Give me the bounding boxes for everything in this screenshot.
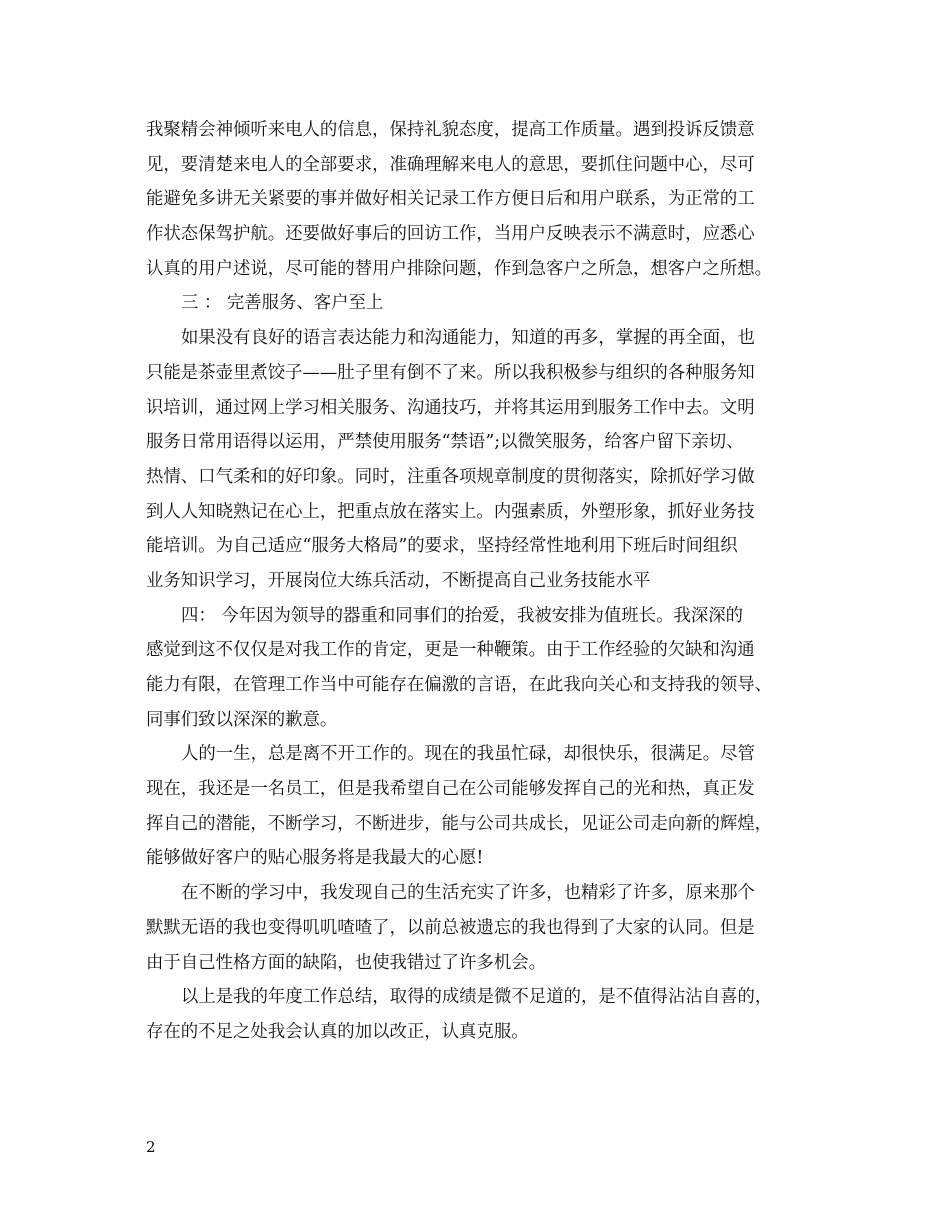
- text-line: 服务日常用语得以运用，严禁使用服务“禁语”;以微笑服务，给客户留下亲切、: [146, 432, 744, 453]
- text-line: 默默无语的我也变得叽叽喳喳了，以前总被遗忘的我也得到了大家的认同。但是: [146, 917, 755, 938]
- text-line: 识培训，通过网上学习相关服务、沟通技巧，并将其运用到服务工作中去。文明: [146, 397, 755, 418]
- text-line: 挥自己的潜能，不断学习，不断进步，能与公司共成长，见证公司走向新的辉煌，: [146, 813, 773, 834]
- text-line: 三 ： 完善服务、客户至上: [181, 293, 384, 314]
- text-line: 如果没有良好的语言表达能力和沟通能力，知道的再多，掌握的再全面，也: [181, 328, 755, 349]
- page-number: 2: [146, 1138, 156, 1156]
- text-line: 见，要清楚来电人的全部要求，准确理解来电人的意思，要抓住问题中心，尽可: [146, 154, 755, 175]
- text-line: 业务知识学习，开展岗位大练兵活动，不断提高自己业务技能水平: [146, 570, 651, 591]
- text-line: 热情、口气柔和的好印象。同时，注重各项规章制度的贯彻落实，除抓好学习做: [146, 466, 755, 487]
- text-line: 四： 今年因为领导的器重和同事们的抬爱，我被安排为值班长。我深深的: [181, 605, 744, 626]
- text-line: 能够做好客户的贴心服务将是我最大的心愿!: [146, 848, 484, 869]
- text-line: 只能是茶壶里煮饺子——肚子里有倒不了来。所以我积极参与组织的各种服务知: [146, 362, 755, 383]
- text-line: 我聚精会神倾听来电人的信息，保持礼貌态度，提高工作质量。遇到投诉反馈意: [146, 120, 755, 140]
- text-line: 到人人知晓熟记在心上，把重点放在落实上。内强素质，外塑形象，抓好业务技: [146, 501, 755, 522]
- text-line: 人的一生，总是离不开工作的。现在的我虽忙碌，却很快乐，很满足。尽管: [181, 744, 755, 765]
- document-body: [146, 113, 816, 1050]
- text-line: 认真的用户述说，尽可能的替用户排除问题，作到急客户之所急，想客户之所想。: [146, 258, 773, 279]
- text-line: 以上是我的年度工作总结，取得的成绩是微不足道的，是不值得沾沾自喜的，: [181, 987, 773, 1008]
- text-line: 感觉到这不仅仅是对我工作的肯定，更是一种鞭策。由于工作经验的欠缺和沟通: [146, 640, 755, 661]
- text-line: 能培训。为自己适应“服务大格局”的要求，坚持经常性地利用下班后时间组织: [146, 536, 738, 557]
- text-line: 现在，我还是一名员工，但是我希望自己在公司能够发挥自己的光和热，真正发: [146, 779, 755, 800]
- text-line: 能力有限，在管理工作当中可能存在偏激的言语，在此我向关心和支持我的领导、: [146, 675, 773, 695]
- text-line: 同事们致以深深的歉意。: [146, 709, 338, 730]
- text-line: 在不断的学习中，我发现自己的生活充实了许多，也精彩了许多，原来那个: [181, 883, 755, 904]
- text-line: 能避免多讲无关紧要的事并做好相关记录工作方便日后和用户联系，为正常的工: [146, 189, 755, 210]
- text-line: 作状态保驾护航。还要做好事后的回访工作，当用户反映表示不满意时，应悉心: [146, 224, 755, 245]
- text-line: 由于自己性格方面的缺陷，也使我错过了许多机会。: [146, 952, 546, 973]
- text-line: 存在的不足之处我会认真的加以改正，认真克服。: [146, 1021, 529, 1042]
